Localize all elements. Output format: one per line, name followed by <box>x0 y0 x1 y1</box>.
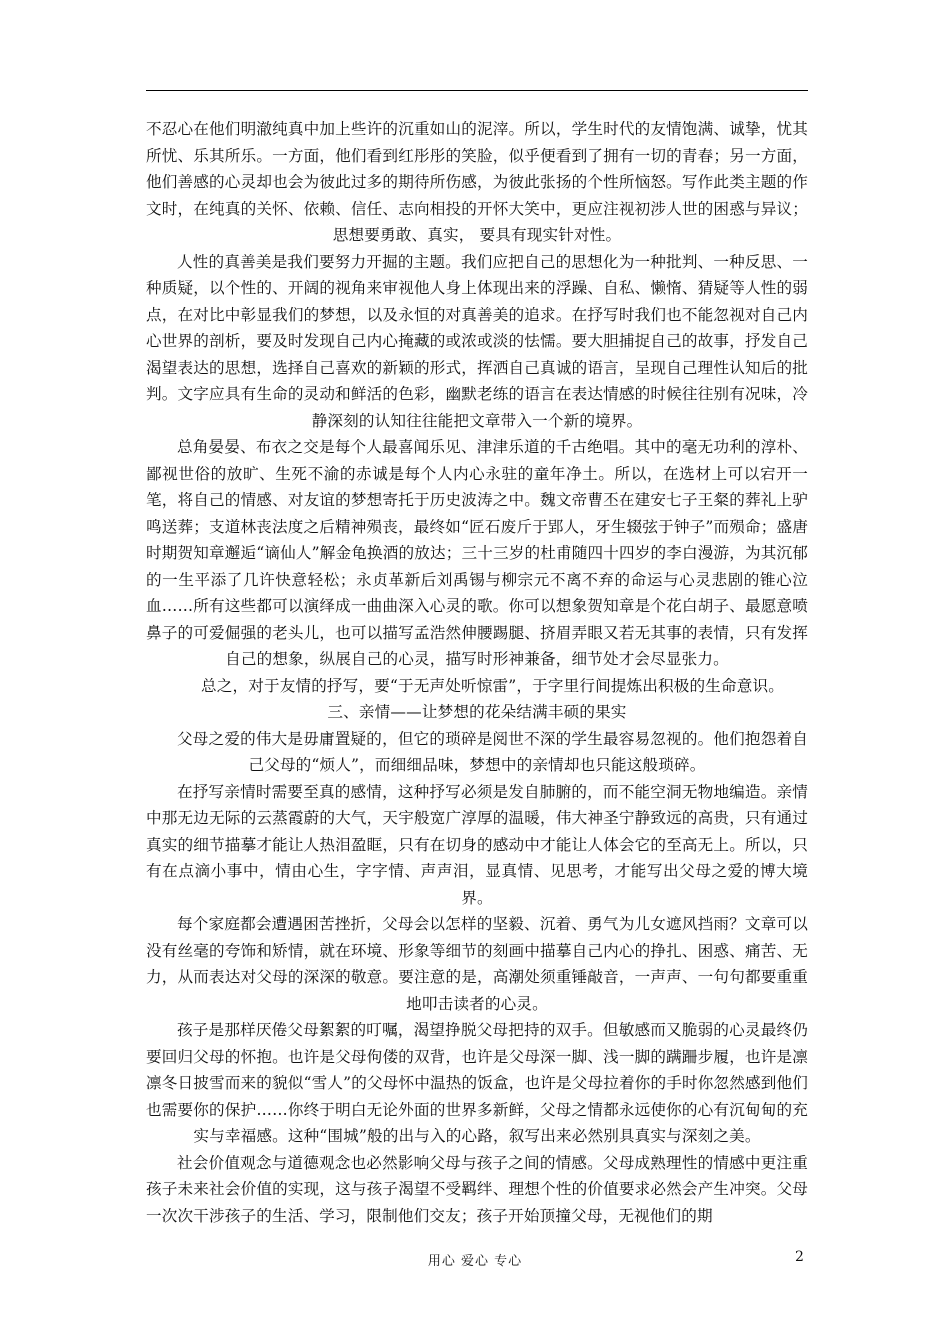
header-rule <box>146 90 808 91</box>
section-heading: 三、亲情——让梦想的花朵结满丰硕的果实 <box>327 703 627 721</box>
paragraph: 总角晏晏、布衣之交是每个人最喜闻乐见、津津乐道的千古绝唱。其中的毫无功利的淳朴、鄙视世俗的放旷、生死不渝的赤诚是每个人内心永驻的童年净土。所以，在选材上可以宕开一笔，将自己的情感、对友谊的梦想寄托于历史波涛之中。魏文帝曹丕在建安七子王粲的葬礼上驴鸣送葬；支道林丧法度之后精神殒丧，最终如“匠石废斤于郢人，牙生辍弦于钟子”而殒命；盛唐时期贺知章邂逅“谪仙人”解金龟换酒的放达；三十三岁的杜甫随四十四岁的李白漫游，为其沉郁的一生平添了几许快意轻松；永贞革新后刘禹锡与柳宗元不离不弃的命运与心灵悲剧的锥心泣血……所有这些都可以演绎成一曲曲深入心灵的歌。你可以想象贺知章是个花白胡子、最愿意喷鼻子的可爱倔强的老头儿，也可以描写孟浩然伸腰踢腿、挤眉弄眼又若无其事的表情，只有发挥自己的想象，纵展自己的心灵，描写时形神兼备，细节处才会尽显张力。 <box>146 438 808 668</box>
paragraph: 在抒写亲情时需要至真的感情，这种抒写必须是发自肺腑的，而不能空洞无物地编造。亲情中那无边无际的云蒸霞蔚的大气，天宇般宽广淳厚的温暖，伟大神圣宁静致远的高贵，只有通过真实的细节描摹才能让人热泪盈眶，只有在切身的感动中才能让人体会它的至高无上。所以，只有在点滴小事中，情由心生，字字情、声声泪，显真情、见思考，才能写出父母之爱的博大境界。 <box>146 782 808 907</box>
footer-motto: 用心 爱心 专心 <box>427 1254 523 1269</box>
document-body <box>146 116 808 1229</box>
page-number: 2 <box>795 1249 804 1265</box>
paragraph: 人性的真善美是我们要努力开掘的主题。我们应把自己的思想化为一种批判、一种反思、一种质疑，以个性的、开阔的视角来审视他人身上体现出来的浮躁、自私、懒惰、猜疑等人性的弱点，在对比中彰显我们的梦想，以及永恒的对真善美的追求。在抒写时我们也不能忽视对自己内心世界的剖析，要及时发现自己内心掩藏的或浓或淡的怯懦。要大胆捕捉自己的故事，抒发自己渴望表达的思想，选择自己喜欢的新颖的形式，挥洒自己真诚的语言，呈现自己理性认知后的批判。文字应具有生命的灵动和鲜活的色彩，幽默老练的语言在表达情感的时候往往别有况味，冷静深刻的认知往往能把文章带入一个新的境界。 <box>146 252 808 430</box>
paragraph: 每个家庭都会遭遇困苦挫折，父母会以怎样的坚毅、沉着、勇气为儿女遮风挡雨？文章可以没有丝毫的夸饰和矫情，就在环境、形象等细节的刻画中描摹自己内心的挣扎、困惑、痛苦、无力，从而表达对父母的深深的敬意。要注意的是，高潮处须重锤敲音，一声声、一句句都要重重地叩击读者的心灵。 <box>146 915 808 1013</box>
paragraph: 不忍心在他们明澈纯真中加上些许的沉重如山的泥滓。所以，学生时代的友情饱满、诚挚，忧其所忧、乐其所乐。一方面，他们看到红彤彤的笑脸，似乎便看到了拥有一切的青春；另一方面，他们善感的心灵却也会为彼此过多的期待所伤感，为彼此张扬的个性所恼怒。写作此类主题的作文时，在纯真的关怀、依赖、信任、志向相投的开怀大笑中，更应注视初涉人世的困惑与异议；思想要勇敢、真实， 要具有现实针对性。 <box>146 120 808 244</box>
paragraph: 社会价值观念与道德观念也必然影响父母与孩子之间的情感。父母成熟理性的情感中更注重孩子未来社会价值的实现，这与孩子渴望不受羁绊、理想个性的价值要求必然会产生冲突。父母一次次干涉孩子的生活、学习，限制他们交友；孩子开始顶撞父母，无视他们的期 <box>146 1153 808 1225</box>
paragraph: 父母之爱的伟大是毋庸置疑的，但它的琐碎是阅世不深的学生最容易忽视的。他们抱怨着自己父母的“烦人”，而细细品味，梦想中的亲情却也只能这般琐碎。 <box>177 729 808 774</box>
paragraph: 孩子是那样厌倦父母絮絮的叮嘱，渴望挣脱父母把持的双手。但敏感而又脆弱的心灵最终仍要回归父母的怀抱。也许是父母佝偻的双背，也许是父母深一脚、浅一脚的蹒跚步履，也许是凛凛冬日披雪而来的貌似“雪人”的父母怀中温热的饭盒，也许是父母拉着你的手时你忽然感到他们也需要你的保护……你终于明白无论外面的世界多新鲜，父母之情都永远使你的心有沉甸甸的充实与幸福感。这种“围城”般的出与入的心路，叙写出来必然别具真实与深刻之美。 <box>146 1021 808 1145</box>
paragraph: 总之，对于友情的抒写，要“于无声处听惊雷”，于字里行间提炼出积极的生命意识。 <box>200 676 785 695</box>
